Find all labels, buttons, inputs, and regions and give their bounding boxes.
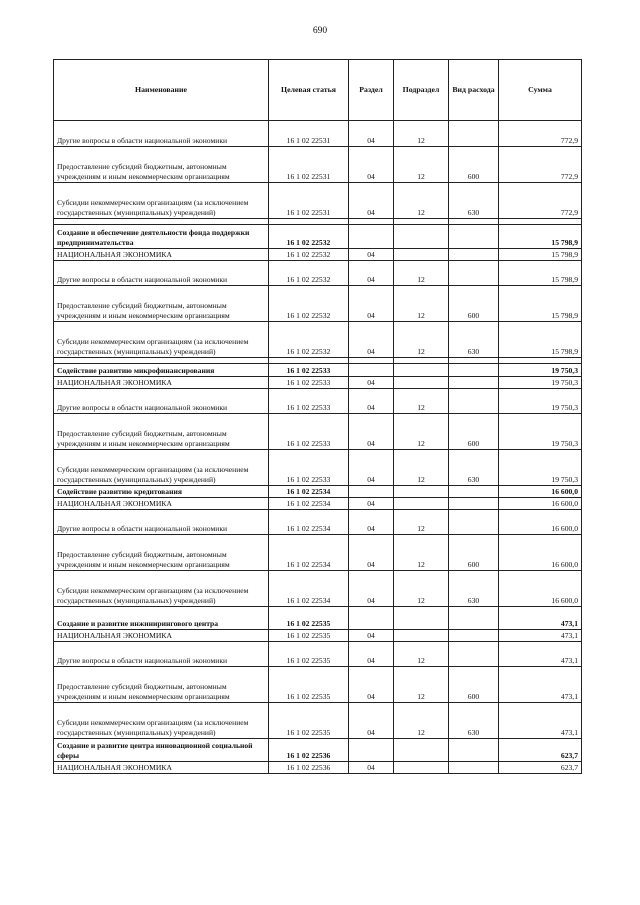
- cell-subsection: [394, 364, 449, 377]
- header-expense-type: Вид расхода: [449, 60, 499, 121]
- cell-expense-type: 600: [449, 147, 499, 183]
- cell-name: Предоставление субсидий бюджетным, автономным учреждениям и иным некоммерческим организациям: [54, 535, 269, 571]
- cell-subsection: 12: [394, 286, 449, 322]
- cell-target-article: 16 1 02 22532: [269, 286, 349, 322]
- cell-section: 04: [349, 762, 394, 774]
- cell-section: 04: [349, 322, 394, 358]
- cell-amount: 15 798,9: [499, 286, 582, 322]
- cell-name: Субсидии некоммерческим организациям (за исключением государственных (муниципальных) учреждений): [54, 571, 269, 607]
- header-target-article: Целевая статья: [269, 60, 349, 121]
- cell-target-article: 16 1 02 22534: [269, 510, 349, 535]
- cell-subsection: 12: [394, 642, 449, 667]
- cell-amount: 473,1: [499, 703, 582, 739]
- cell-target-article: 16 1 02 22531: [269, 183, 349, 219]
- cell-expense-type: 600: [449, 286, 499, 322]
- table-row: [54, 261, 582, 286]
- cell-target-article: 16 1 02 22533: [269, 364, 349, 377]
- cell-target-article: 16 1 02 22536: [269, 762, 349, 774]
- table-row: [54, 630, 582, 642]
- cell-target-article: 16 1 02 22535: [269, 667, 349, 703]
- cell-section: 04: [349, 183, 394, 219]
- cell-target-article: 16 1 02 22536: [269, 739, 349, 762]
- cell-name: Предоставление субсидий бюджетным, автономным учреждениям и иным некоммерческим организациям: [54, 286, 269, 322]
- cell-section: 04: [349, 510, 394, 535]
- cell-target-article: 16 1 02 22531: [269, 121, 349, 147]
- cell-target-article: 16 1 02 22532: [269, 261, 349, 286]
- cell-expense-type: 630: [449, 703, 499, 739]
- cell-subsection: [394, 249, 449, 261]
- cell-subsection: [394, 486, 449, 498]
- table-row: [54, 147, 582, 183]
- table-body: [54, 121, 582, 774]
- cell-section: [349, 225, 394, 249]
- cell-amount: 623,7: [499, 739, 582, 762]
- cell-name: Другие вопросы в области национальной экономики: [54, 642, 269, 667]
- table-row: [54, 667, 582, 703]
- cell-name: НАЦИОНАЛЬНАЯ ЭКОНОМИКА: [54, 498, 269, 510]
- cell-amount: 15 798,9: [499, 322, 582, 358]
- cell-expense-type: 600: [449, 667, 499, 703]
- table-row: [54, 364, 582, 377]
- cell-subsection: 12: [394, 389, 449, 414]
- cell-name: Другие вопросы в области национальной экономики: [54, 261, 269, 286]
- cell-target-article: 16 1 02 22534: [269, 571, 349, 607]
- cell-expense-type: [449, 377, 499, 389]
- cell-subsection: 12: [394, 322, 449, 358]
- cell-amount: 772,9: [499, 121, 582, 147]
- cell-subsection: [394, 225, 449, 249]
- cell-target-article: 16 1 02 22534: [269, 535, 349, 571]
- cell-name: НАЦИОНАЛЬНАЯ ЭКОНОМИКА: [54, 249, 269, 261]
- cell-expense-type: [449, 121, 499, 147]
- cell-subsection: 12: [394, 121, 449, 147]
- cell-section: 04: [349, 121, 394, 147]
- table-row: [54, 703, 582, 739]
- cell-target-article: 16 1 02 22534: [269, 486, 349, 498]
- cell-target-article: 16 1 02 22533: [269, 414, 349, 450]
- cell-subsection: [394, 498, 449, 510]
- cell-target-article: 16 1 02 22533: [269, 450, 349, 486]
- cell-amount: 473,1: [499, 607, 582, 630]
- cell-subsection: 12: [394, 703, 449, 739]
- cell-section: 04: [349, 535, 394, 571]
- table-row: [54, 535, 582, 571]
- cell-expense-type: 600: [449, 535, 499, 571]
- cell-expense-type: 630: [449, 450, 499, 486]
- cell-expense-type: [449, 630, 499, 642]
- cell-subsection: 12: [394, 261, 449, 286]
- table-row: [54, 414, 582, 450]
- table-header-row: [54, 60, 582, 121]
- table-row: [54, 510, 582, 535]
- table-row: [54, 607, 582, 630]
- cell-amount: 15 798,9: [499, 261, 582, 286]
- cell-section: 04: [349, 450, 394, 486]
- cell-name: НАЦИОНАЛЬНАЯ ЭКОНОМИКА: [54, 630, 269, 642]
- cell-section: [349, 486, 394, 498]
- cell-name: Субсидии некоммерческим организациям (за исключением государственных (муниципальных) учреждений): [54, 183, 269, 219]
- cell-expense-type: [449, 510, 499, 535]
- budget-table: [53, 59, 582, 774]
- cell-section: 04: [349, 498, 394, 510]
- cell-amount: 15 798,9: [499, 249, 582, 261]
- cell-name: Содействие развитию микрофинансирования: [54, 364, 269, 377]
- cell-expense-type: [449, 261, 499, 286]
- cell-amount: 16 600,0: [499, 535, 582, 571]
- cell-subsection: [394, 739, 449, 762]
- cell-name: Другие вопросы в области национальной экономики: [54, 389, 269, 414]
- table-row: [54, 642, 582, 667]
- cell-target-article: 16 1 02 22532: [269, 225, 349, 249]
- cell-subsection: 12: [394, 535, 449, 571]
- cell-subsection: 12: [394, 667, 449, 703]
- table-row: [54, 498, 582, 510]
- cell-section: 04: [349, 377, 394, 389]
- table-row: [54, 249, 582, 261]
- cell-name: Предоставление субсидий бюджетным, автономным учреждениям и иным некоммерческим организациям: [54, 147, 269, 183]
- cell-name: Содействие развитию кредитования: [54, 486, 269, 498]
- cell-expense-type: 630: [449, 571, 499, 607]
- cell-amount: 473,1: [499, 630, 582, 642]
- cell-target-article: 16 1 02 22532: [269, 249, 349, 261]
- cell-expense-type: [449, 642, 499, 667]
- cell-subsection: 12: [394, 147, 449, 183]
- cell-subsection: [394, 630, 449, 642]
- cell-target-article: 16 1 02 22535: [269, 630, 349, 642]
- table-row: [54, 225, 582, 249]
- cell-amount: 16 600,0: [499, 498, 582, 510]
- cell-section: 04: [349, 667, 394, 703]
- cell-target-article: 16 1 02 22535: [269, 703, 349, 739]
- header-subsection: Подраздел: [394, 60, 449, 121]
- cell-amount: 16 600,0: [499, 571, 582, 607]
- cell-amount: 473,1: [499, 642, 582, 667]
- cell-name: Предоставление субсидий бюджетным, автономным учреждениям и иным некоммерческим организациям: [54, 414, 269, 450]
- cell-section: 04: [349, 286, 394, 322]
- cell-amount: 623,7: [499, 762, 582, 774]
- cell-expense-type: 600: [449, 414, 499, 450]
- cell-name: Создание и развитие центра инновационной социальной сферы: [54, 739, 269, 762]
- cell-section: 04: [349, 630, 394, 642]
- cell-name: Субсидии некоммерческим организациям (за исключением государственных (муниципальных) учреждений): [54, 322, 269, 358]
- cell-expense-type: [449, 225, 499, 249]
- cell-section: [349, 364, 394, 377]
- table-row: [54, 571, 582, 607]
- cell-expense-type: [449, 498, 499, 510]
- page-number: 690: [312, 26, 328, 36]
- cell-expense-type: [449, 389, 499, 414]
- cell-subsection: 12: [394, 510, 449, 535]
- table-row: [54, 486, 582, 498]
- cell-section: [349, 739, 394, 762]
- cell-subsection: [394, 607, 449, 630]
- cell-section: 04: [349, 642, 394, 667]
- cell-subsection: 12: [394, 183, 449, 219]
- cell-name: НАЦИОНАЛЬНАЯ ЭКОНОМИКА: [54, 762, 269, 774]
- cell-name: НАЦИОНАЛЬНАЯ ЭКОНОМИКА: [54, 377, 269, 389]
- cell-target-article: 16 1 02 22535: [269, 607, 349, 630]
- cell-name: Субсидии некоммерческим организациям (за исключением государственных (муниципальных) учреждений): [54, 703, 269, 739]
- cell-section: [349, 607, 394, 630]
- cell-expense-type: [449, 486, 499, 498]
- cell-target-article: 16 1 02 22535: [269, 642, 349, 667]
- cell-amount: 19 750,3: [499, 364, 582, 377]
- header-section: Раздел: [349, 60, 394, 121]
- header-name: Наименование: [54, 60, 269, 121]
- cell-section: 04: [349, 571, 394, 607]
- table-row: [54, 762, 582, 774]
- cell-amount: 772,9: [499, 147, 582, 183]
- cell-target-article: 16 1 02 22533: [269, 377, 349, 389]
- cell-target-article: 16 1 02 22532: [269, 322, 349, 358]
- cell-section: 04: [349, 703, 394, 739]
- header-amount: Сумма: [499, 60, 582, 121]
- cell-expense-type: [449, 607, 499, 630]
- cell-target-article: 16 1 02 22531: [269, 147, 349, 183]
- cell-amount: 15 798,9: [499, 225, 582, 249]
- cell-section: 04: [349, 261, 394, 286]
- cell-target-article: 16 1 02 22533: [269, 389, 349, 414]
- cell-section: 04: [349, 414, 394, 450]
- table-row: [54, 322, 582, 358]
- table-row: [54, 183, 582, 219]
- cell-section: 04: [349, 147, 394, 183]
- cell-amount: 473,1: [499, 667, 582, 703]
- cell-amount: 19 750,3: [499, 377, 582, 389]
- cell-subsection: 12: [394, 571, 449, 607]
- table-row: [54, 377, 582, 389]
- table-row: [54, 121, 582, 147]
- cell-subsection: [394, 762, 449, 774]
- cell-expense-type: 630: [449, 183, 499, 219]
- cell-name: Другие вопросы в области национальной экономики: [54, 510, 269, 535]
- table-row: [54, 389, 582, 414]
- cell-amount: 19 750,3: [499, 389, 582, 414]
- cell-expense-type: [449, 739, 499, 762]
- cell-amount: 19 750,3: [499, 414, 582, 450]
- cell-expense-type: [449, 364, 499, 377]
- cell-section: 04: [349, 389, 394, 414]
- cell-target-article: 16 1 02 22534: [269, 498, 349, 510]
- cell-expense-type: 630: [449, 322, 499, 358]
- cell-name: Создание и развитие инжинирингового центра: [54, 607, 269, 630]
- cell-name: Другие вопросы в области национальной экономики: [54, 121, 269, 147]
- table-row: [54, 450, 582, 486]
- cell-name: Предоставление субсидий бюджетным, автономным учреждениям и иным некоммерческим организациям: [54, 667, 269, 703]
- cell-amount: 19 750,3: [499, 450, 582, 486]
- cell-amount: 16 600,0: [499, 486, 582, 498]
- cell-subsection: 12: [394, 414, 449, 450]
- cell-subsection: 12: [394, 450, 449, 486]
- cell-name: Создание и обеспечение деятельности фонда поддержки предпринимательства: [54, 225, 269, 249]
- cell-amount: 16 600,0: [499, 510, 582, 535]
- cell-expense-type: [449, 249, 499, 261]
- cell-expense-type: [449, 762, 499, 774]
- cell-amount: 772,9: [499, 183, 582, 219]
- cell-name: Субсидии некоммерческим организациям (за исключением государственных (муниципальных) учреждений): [54, 450, 269, 486]
- cell-section: 04: [349, 249, 394, 261]
- table-row: [54, 286, 582, 322]
- cell-subsection: [394, 377, 449, 389]
- table-row: [54, 739, 582, 762]
